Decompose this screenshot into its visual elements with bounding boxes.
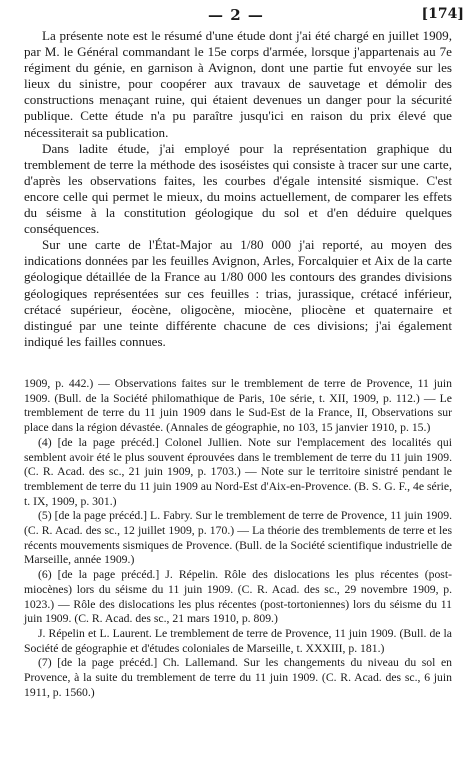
page-reference: [174] (421, 6, 464, 22)
page-number: — 2 — (208, 6, 264, 24)
footnote: (5) [de la page précéd.] L. Fabry. Sur le tremblement de terre de Provence, 11 juin 1909. (C. R. Acad. des sc., 12 juillet 1909, p. 170.) — La théorie des tremblements de terre et les récents mouvements sismiques de Provence. (Bull. de la Société scientifique industrielle de Marseille, année 1909.) (24, 509, 452, 567)
paragraph: La présente note est le résumé d'une étude dont j'ai été chargé en juillet 1909, par M. le Général commandant le 15e corps d'armée, lorsque j'appartenais au 7e régiment du génie, en garnison à Avignon, dont une partie fut envoyée sur les lieux du sinistre, pour coopérer aux travaux de sauvetage et démolir des constructions menaçant ruine, qui étaient devenues un danger pour la sécurité publique. Cette étude n'a pu paraître jusqu'ici en raison du prix élevé que nécessiterait sa publication. (24, 28, 452, 140)
footnote: J. Répelin et L. Laurent. Le tremblement de terre de Provence, 11 juin 1909. (Bull. de la Société de géographie et d'études coloniales de Marseille, t. XXXIII, p. 181.) (24, 626, 452, 655)
footnote: (4) [de la page précéd.] Colonel Jullien. Note sur l'emplacement des localités qui semblent avoir été le plus souvent éprouvées dans le tremblement de terre du 11 juin 1909. (C. R. Acad. des sc., 21 juin 1909, p. 1703.) — Note sur le territoire sinistré pendant le tremblement de terre du 11 juin 1909 au Nord-Est d'Aix-en-Provence. (B. S. G. F., 4e série, t. IX, 1909, p. 301.) (24, 435, 452, 508)
paragraph: Sur une carte de l'État-Major au 1/80 000 j'ai reporté, au moyen des indications données par les feuilles Avignon, Arles, Forcalquier et Aix de la carte géologique détaillée de la France au 1/80 000 les contours des grandes divisions géologiques représentées sur ces feuilles : trias, jurassique, crétacé inférieur, crétacé supérieur, éocène, oligocène, miocène, pliocène et quaternaire et distingué par une teinte différente chacune de ces divisions; j'ai également indiqué les failles connues. (24, 237, 452, 349)
page-header (0, 6, 472, 26)
footnote: (6) [de la page précéd.] J. Répelin. Rôle des dislocations les plus récentes (post-miocènes) lors du séisme du 11 juin 1909. (C. R. Acad. des sc., 29 novembre 1909, p. 1023.) — Rôle des dislocations les plus récentes (post-tortoniennes) lors du séisme du 11 juin 1909. (C. R. Acad. des sc., 21 mars 1910, p. 809.) (24, 568, 452, 626)
footnote: 1909, p. 442.) — Observations faites sur le tremblement de terre de Provence, 11 juin 1909. (Bull. de la Société philomathique de Paris, 10e série, t. XII, 1909, p. 112.) — Le tremblement de terre du 11 juin 1909 dans le Sud-Est de la France, II, Observations sur place dans la région dévastée. (Annales de géographie, no 103, 15 janvier 1910, p. 15.) (24, 377, 452, 435)
footnotes (24, 377, 452, 700)
main-text (24, 28, 452, 350)
paragraph: Dans ladite étude, j'ai employé pour la représentation graphique du tremblement de terre la méthode des isoséistes qui consiste à tracer sur une carte, d'après les observations faites, les courbes d'égale intensité sismique. C'est encore celle qui permet le mieux, du moins actuellement, de comparer les effets du séisme à la constitution géologique du sol et d'en déduire quelques conséquences. (24, 140, 452, 237)
footnote: (7) [de la page précéd.] Ch. Lallemand. Sur les changements du niveau du sol en Provence, à la suite du tremblement de terre du 11 juin 1909. (C. R. Acad. des sc., 6 juin 1911, p. 1560.) (24, 656, 452, 699)
